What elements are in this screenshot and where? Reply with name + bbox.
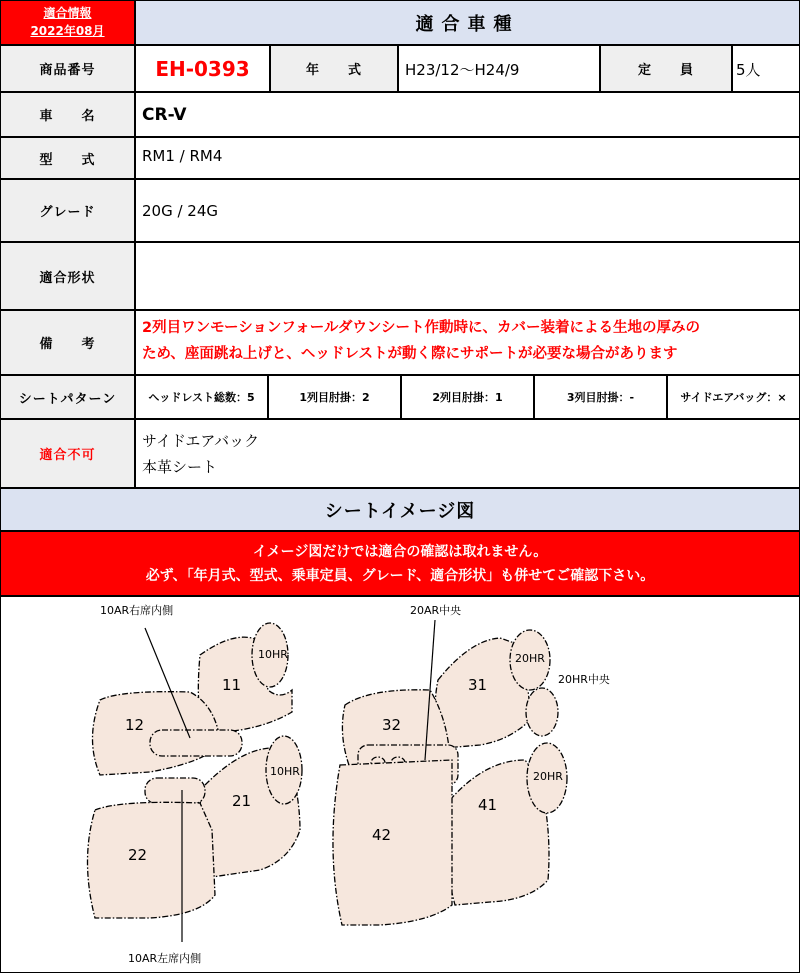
pattern-row2-armrest: 2列目肘掛：1: [401, 375, 534, 419]
vehicle-name-value: CR-V: [135, 92, 800, 137]
seat-22: [88, 802, 216, 918]
seat-diagram: [0, 596, 800, 973]
image-warning-banner: [0, 531, 800, 596]
model-label: 型 式: [0, 137, 135, 179]
label-10hr-top: 10HR: [258, 648, 288, 661]
pattern-headrest-count: ヘッドレスト総数：5: [135, 375, 268, 419]
label-seat-22: 22: [128, 846, 148, 864]
armrest-10ar-left: [145, 778, 205, 804]
label-seat-12: 12: [125, 716, 145, 734]
product-code-value: EH-0393: [135, 45, 270, 92]
image-section-title: シートイメージ図: [0, 488, 800, 531]
label-10ar-right: 10AR右席内側: [100, 604, 174, 617]
product-code-label: 商品番号: [0, 45, 135, 92]
grade-value: 20G / 24G: [135, 179, 800, 242]
capacity-value: 5人: [732, 45, 800, 92]
capacity-label: 定 員: [600, 45, 732, 92]
shape-value: [135, 242, 800, 310]
armrest-10ar-right: [150, 730, 242, 756]
year-value: H23/12～H24/9: [398, 45, 600, 92]
remarks-line-1: 2列目ワンモーションフォールダウンシート作動時に、カバー装着による生地の厚みの: [142, 320, 700, 336]
label-seat-11: 11: [222, 676, 242, 694]
year-label: 年 式: [270, 45, 398, 92]
incompatible-line-1: サイドエアバック: [142, 432, 260, 450]
label-20hr-top: 20HR: [515, 652, 545, 665]
remarks-value: [135, 310, 800, 375]
model-value: RM1 / RM4: [135, 137, 800, 179]
label-20hr-center: 20HR中央: [558, 673, 610, 686]
incompatible-label: 適合不可: [0, 419, 135, 488]
label-20ar-center: 20AR中央: [410, 604, 462, 617]
label-seat-41: 41: [478, 796, 498, 814]
image-warning-line-2: 必ず、「年月式、型式、乗車定員、グレード、適合形状」も併せてご確認下さい。: [145, 567, 655, 584]
label-seat-31: 31: [468, 676, 488, 694]
remarks-line-2: ため、座面跳ね上げと、ヘッドレストが動く際にサポートが必要な場合があります: [142, 346, 678, 362]
image-warning-line-1: イメージ図だけでは適合の確認は取れません。: [252, 543, 548, 560]
main-title: 適合車種: [135, 0, 800, 45]
seat-diagram-area: [0, 596, 800, 973]
label-seat-21: 21: [232, 792, 252, 810]
pattern-row1-armrest: 1列目肘掛：2: [268, 375, 401, 419]
seat-42: [333, 760, 452, 925]
info-badge: [0, 0, 135, 45]
info-title: 適合情報: [43, 6, 92, 20]
pattern-row3-armrest: 3列目肘掛：-: [534, 375, 667, 419]
pattern-side-airbag: サイドエアバッグ：×: [667, 375, 800, 419]
incompatible-value: [135, 419, 800, 488]
incompatible-line-2: 本革シート: [142, 458, 218, 476]
label-seat-42: 42: [372, 826, 392, 844]
label-10hr-mid: 10HR: [270, 765, 300, 778]
headrest-20hr-center: [526, 688, 558, 736]
label-seat-32: 32: [382, 716, 402, 734]
pattern-label: シートパターン: [0, 375, 135, 419]
grade-label: グレード: [0, 179, 135, 242]
info-date: 2022年08月: [30, 24, 105, 38]
shape-label: 適合形状: [0, 242, 135, 310]
remarks-label: 備 考: [0, 310, 135, 375]
label-20hr-bottom: 20HR: [533, 770, 563, 783]
label-10ar-left: 10AR左席内側: [128, 952, 202, 965]
vehicle-name-label: 車 名: [0, 92, 135, 137]
